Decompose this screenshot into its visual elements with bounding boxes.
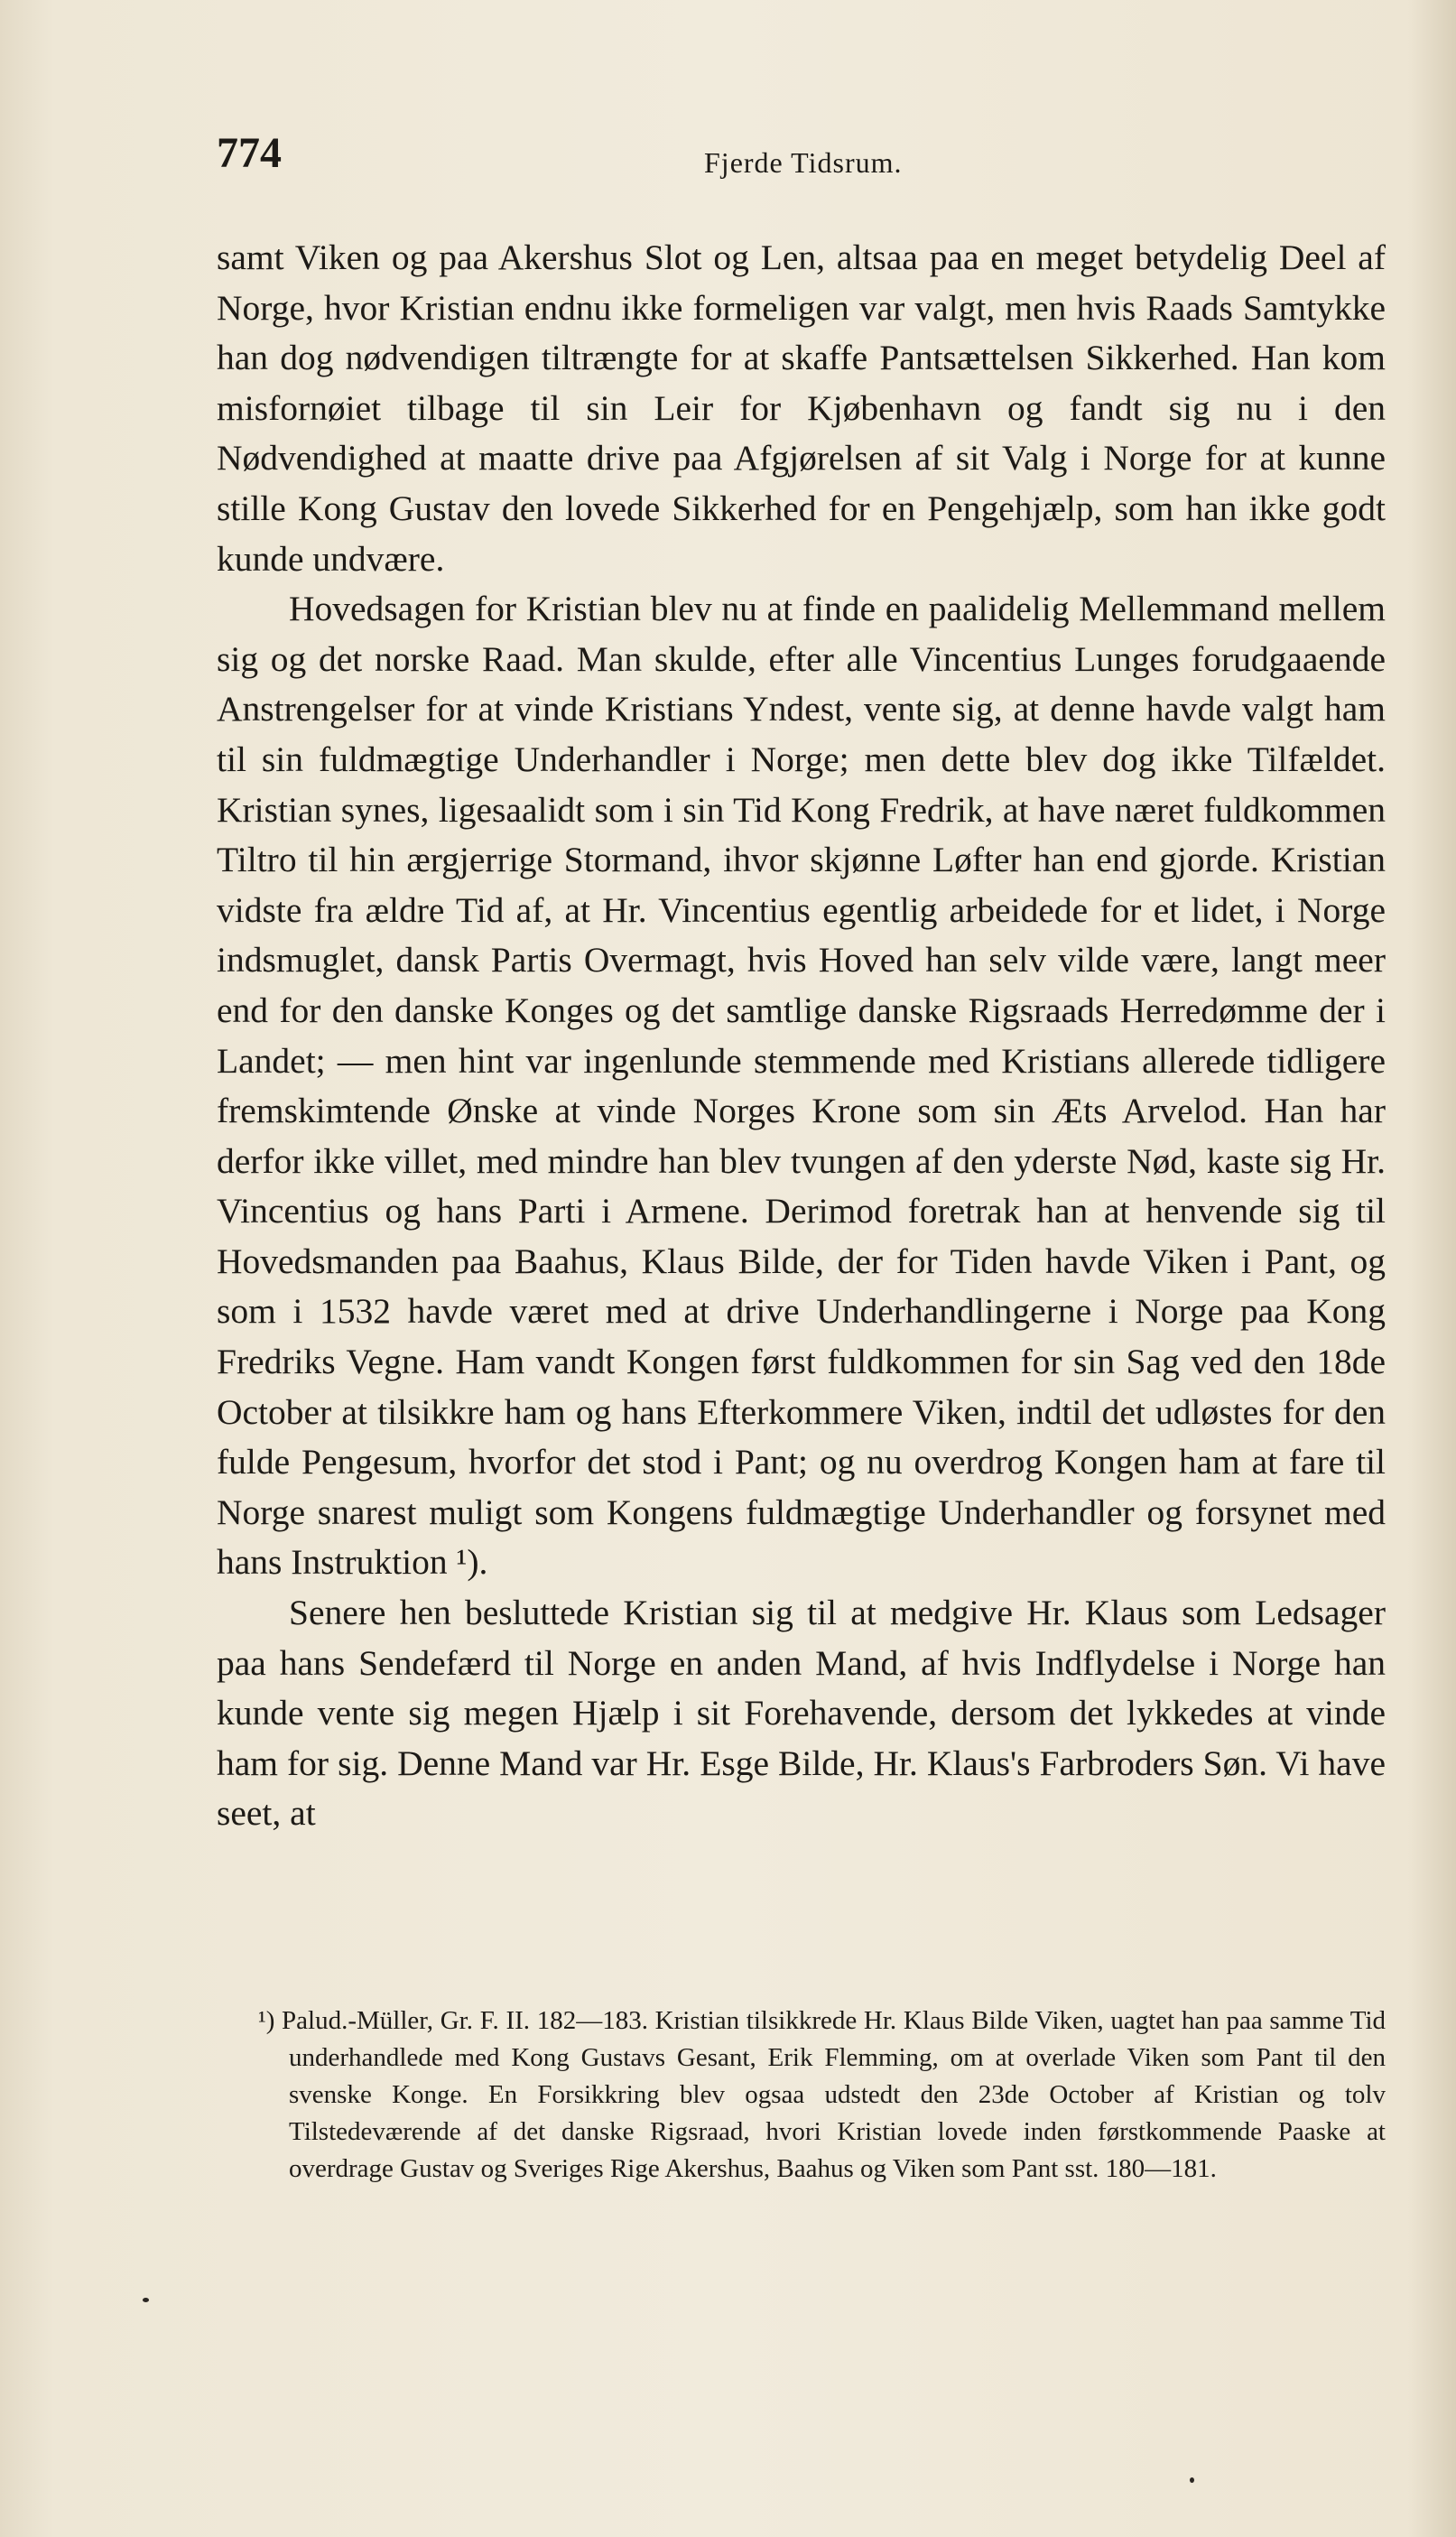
body-text [217,233,1386,1839]
paragraph-continuation: samt Viken og paa Akershus Slot og Len, altsaa paa en meget betydelig Deel af Norge, hvor Kristian endnu ikke formeligen var valgt, men hvis Raads Samtykke han dog nødvendigen tiltrængte for at skaffe Pantsættelsen Sikkerhed. Han kom misfornøiet tilbage til sin Leir for Kjøbenhavn og fandt sig nu i den Nødvendighed at maatte drive paa Afgjørelsen af sit Valg i Norge for at kunne stille Kong Gustav den lovede Sikkerhed for en Pengehjælp, som han ikke godt kunde undvære. [217,237,1386,579]
page-number: 774 [217,129,282,177]
page-header [217,128,1381,191]
paragraph-senere: Senere hen besluttede Kristian sig til at medgive Hr. Klaus som Ledsager paa hans Sendefærd til Norge en anden Mand, af hvis Indflydelse i Norge han kunde vente sig megen Hjælp i sit Forehavende, dersom det lykkedes at vinde ham for sig. Denne Mand var Hr. Esge Bilde, Hr. Klaus's Farbroders Søn. Vi have seet, at [217,1593,1386,1834]
paragraph-hovedsagen: Hovedsagen for Kristian blev nu at finde en paalidelig Mellemmand mellem sig og det norske Raad. Man skulde, efter alle Vincentius Lunges forudgaaende Anstrengelser for at vinde Kristians Yndest, vente sig, at denne havde valgt ham til sin fuldmægtige Underhandler i Norge; men dette blev dog ikke Tilfældet. Kristian synes, ligesaalidt som i sin Tid Kong Fredrik, at have næret fuldkommen Tiltro til hin ærgjerrige Stormand, ihvor skjønne Løfter han end gjorde. Kristian vidste fra ældre Tid af, at Hr. Vincentius egentlig arbeidede for et lidet, i Norge indsmuglet, dansk Partis Overmagt, hvis Hoved han selv vilde være, langt meer end for den danske Konges og det samtlige danske Rigsraads Herredømme der i Landet; — men hint var ingenlunde stemmende med Kristians allerede tidligere fremskimtende Ønske at vinde Norges Krone som sin Æts Arvelod. Han har derfor ikke villet, med mindre han blev tvungen af den yderste Nød, kaste sig Hr. Vincentius og hans Parti i Armene. Derimod foretrak han at henvende sig til Hovedsmanden paa Baahus, Klaus Bilde, der for Tiden havde Viken i Pant, og som i 1532 havde været med at drive Underhandlingerne i Norge paa Kong Fredriks Vegne. Ham vandt Kongen først fuldkommen for sin Sag ved den 18de October at tilsikkre ham og hans Efterkommere Viken, indtil det udløstes for den fulde Pengesum, hvorfor det stod i Pant; og nu overdrog Kongen ham at fare til Norge snarest muligt som Kongens fuldmægtige Underhandler og forsynet med hans Instruktion ¹). [217,589,1386,1583]
footnotes [217,2003,1386,2188]
ink-speck [143,2298,149,2302]
ink-speck [1190,2477,1194,2483]
footnote-1: ¹) Palud.-Müller, Gr. F. II. 182—183. Kristian tilsikkrede Hr. Klaus Bilde Viken, uagtet han paa samme Tid underhandlede med Kong Gustavs Gesant, Erik Flemming, om at overlade Viken som Pant til den svenske Konge. En Forsikkring blev ogsaa udstedt den 23de October af Kristian og tolv Tilstedeværende af det danske Rigsraad, hvori Kristian lovede inden førstkommende Paaske at overdrage Gustav og Sveriges Rige Akershus, Baahus og Viken som Pant sst. 180—181. [258,2006,1386,2183]
running-head: Fjerde Tidsrum. [704,146,903,179]
